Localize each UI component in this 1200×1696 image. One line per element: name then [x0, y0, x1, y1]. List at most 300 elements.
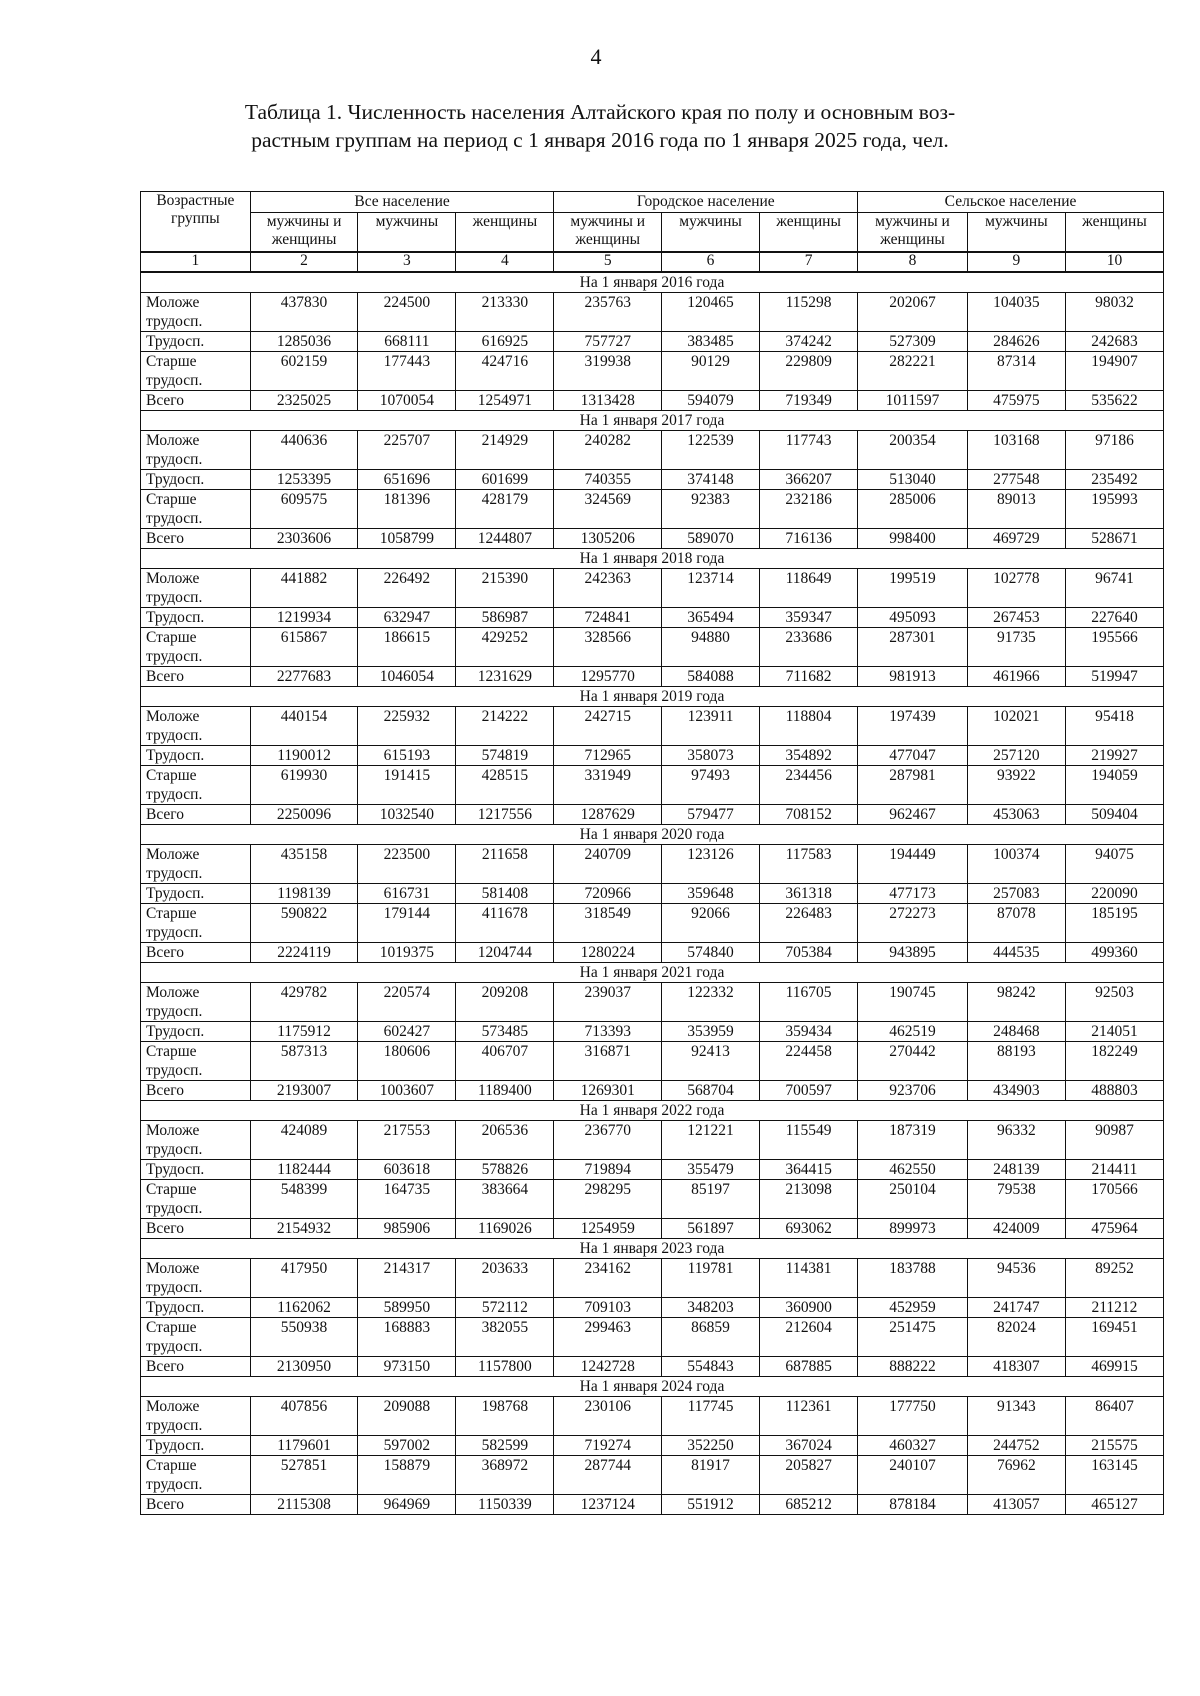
- table-cell: 277548: [967, 470, 1065, 490]
- table-row: [141, 904, 1164, 943]
- row-label: Трудосп.: [141, 1436, 251, 1456]
- table-cell: 220574: [358, 983, 456, 1022]
- row-label: Всего: [141, 529, 251, 549]
- table-cell: 285006: [858, 490, 968, 529]
- table-cell: 374242: [760, 332, 858, 352]
- year-heading: На 1 января 2024 года: [141, 1377, 1164, 1397]
- table-cell: 719894: [554, 1160, 662, 1180]
- table-cell: 164735: [358, 1180, 456, 1219]
- table-cell: 364415: [760, 1160, 858, 1180]
- table-cell: 116705: [760, 983, 858, 1022]
- table-cell: 367024: [760, 1436, 858, 1456]
- page-number: 4: [590, 44, 602, 69]
- table-row: [141, 667, 1164, 687]
- table-cell: 1204744: [456, 943, 554, 963]
- year-heading: На 1 января 2019 года: [141, 687, 1164, 707]
- table-cell: 477173: [858, 884, 968, 904]
- table-cell: 602159: [250, 352, 358, 391]
- table-cell: 96741: [1065, 569, 1163, 608]
- row-label: Моложе трудосп.: [141, 431, 251, 470]
- table-cell: 964969: [358, 1495, 456, 1515]
- table-cell: 1219934: [250, 608, 358, 628]
- table-row: [141, 1042, 1164, 1081]
- table-cell: 217553: [358, 1121, 456, 1160]
- table-row: [141, 1456, 1164, 1495]
- table-cell: 226483: [760, 904, 858, 943]
- table-cell: 477047: [858, 746, 968, 766]
- table-cell: 92503: [1065, 983, 1163, 1022]
- table-cell: 214051: [1065, 1022, 1163, 1042]
- table-cell: 366207: [760, 470, 858, 490]
- table-cell: 236770: [554, 1121, 662, 1160]
- table-cell: 94880: [662, 628, 760, 667]
- table-cell: 195566: [1065, 628, 1163, 667]
- table-cell: 2224119: [250, 943, 358, 963]
- table-cell: 214222: [456, 707, 554, 746]
- table-cell: 242683: [1065, 332, 1163, 352]
- row-label: Всего: [141, 1081, 251, 1101]
- table-row: [141, 332, 1164, 352]
- table-cell: 194907: [1065, 352, 1163, 391]
- table-cell: 219927: [1065, 746, 1163, 766]
- table-cell: 597002: [358, 1436, 456, 1456]
- table-cell: 382055: [456, 1318, 554, 1357]
- table-cell: 1313428: [554, 391, 662, 411]
- table-cell: 1046054: [358, 667, 456, 687]
- table-cell: 981913: [858, 667, 968, 687]
- table-cell: 316871: [554, 1042, 662, 1081]
- table-cell: 365494: [662, 608, 760, 628]
- table-cell: 499360: [1065, 943, 1163, 963]
- header-column-number: 8: [858, 252, 968, 272]
- table-cell: 240107: [858, 1456, 968, 1495]
- table-cell: 202067: [858, 293, 968, 332]
- year-heading: На 1 января 2020 года: [141, 825, 1164, 845]
- table-cell: 589070: [662, 529, 760, 549]
- table-cell: 1150339: [456, 1495, 554, 1515]
- table-cell: 582599: [456, 1436, 554, 1456]
- table-cell: 92066: [662, 904, 760, 943]
- row-label: Всего: [141, 1219, 251, 1239]
- table-cell: 212604: [760, 1318, 858, 1357]
- table-cell: 224500: [358, 293, 456, 332]
- table-cell: 96332: [967, 1121, 1065, 1160]
- table-cell: 962467: [858, 805, 968, 825]
- table-cell: 1189400: [456, 1081, 554, 1101]
- table-cell: 2325025: [250, 391, 358, 411]
- table-cell: 1182444: [250, 1160, 358, 1180]
- table-cell: 115549: [760, 1121, 858, 1160]
- table-cell: 632947: [358, 608, 456, 628]
- year-row: [141, 1101, 1164, 1121]
- table-cell: 200354: [858, 431, 968, 470]
- year-row: [141, 411, 1164, 431]
- table-row: [141, 1121, 1164, 1160]
- table-cell: 223500: [358, 845, 456, 884]
- row-label: Трудосп.: [141, 884, 251, 904]
- row-label: Старше трудосп.: [141, 1042, 251, 1081]
- header-subcolumn: мужчины: [662, 213, 760, 253]
- table-cell: 440636: [250, 431, 358, 470]
- table-cell: 716136: [760, 529, 858, 549]
- table-cell: 240709: [554, 845, 662, 884]
- table-cell: 117745: [662, 1397, 760, 1436]
- row-label: Трудосп.: [141, 746, 251, 766]
- header-all-population: Все население: [250, 192, 554, 213]
- table-cell: 267453: [967, 608, 1065, 628]
- table-cell: 1070054: [358, 391, 456, 411]
- header-subcolumn: мужчины и женщины: [250, 213, 358, 253]
- table-cell: 462519: [858, 1022, 968, 1042]
- table-cell: 1157800: [456, 1357, 554, 1377]
- table-cell: 241747: [967, 1298, 1065, 1318]
- table-cell: 1254959: [554, 1219, 662, 1239]
- table-cell: 251475: [858, 1318, 968, 1357]
- table-cell: 424089: [250, 1121, 358, 1160]
- table-cell: 79538: [967, 1180, 1065, 1219]
- table-cell: 232186: [760, 490, 858, 529]
- table-cell: 616731: [358, 884, 456, 904]
- table-row: [141, 1397, 1164, 1436]
- table-cell: 1285036: [250, 332, 358, 352]
- table-cell: 244752: [967, 1436, 1065, 1456]
- table-cell: 1032540: [358, 805, 456, 825]
- table-cell: 878184: [858, 1495, 968, 1515]
- row-label: Старше трудосп.: [141, 628, 251, 667]
- table-cell: 428179: [456, 490, 554, 529]
- table-row: [141, 1436, 1164, 1456]
- table-cell: 429782: [250, 983, 358, 1022]
- table-cell: 158879: [358, 1456, 456, 1495]
- table-row: [141, 352, 1164, 391]
- table-title-line-1: Таблица 1. Численность населения Алтайского края по полу и основным воз-: [244, 100, 956, 124]
- header-subcolumn: мужчины: [358, 213, 456, 253]
- table-row: [141, 431, 1164, 470]
- table-cell: 195993: [1065, 490, 1163, 529]
- table-cell: 1217556: [456, 805, 554, 825]
- table-cell: 1254971: [456, 391, 554, 411]
- year-heading: На 1 января 2016 года: [141, 272, 1164, 293]
- table-cell: 429252: [456, 628, 554, 667]
- table-cell: 548399: [250, 1180, 358, 1219]
- table-cell: 469915: [1065, 1357, 1163, 1377]
- row-label: Всего: [141, 1495, 251, 1515]
- table-cell: 434903: [967, 1081, 1065, 1101]
- table-cell: 331949: [554, 766, 662, 805]
- table-cell: 211658: [456, 845, 554, 884]
- table-cell: 359347: [760, 608, 858, 628]
- table-cell: 1179601: [250, 1436, 358, 1456]
- table-cell: 185195: [1065, 904, 1163, 943]
- row-label: Всего: [141, 1357, 251, 1377]
- row-label: Старше трудосп.: [141, 1456, 251, 1495]
- table-cell: 619930: [250, 766, 358, 805]
- table-cell: 234456: [760, 766, 858, 805]
- table-cell: 1305206: [554, 529, 662, 549]
- row-label: Моложе трудосп.: [141, 293, 251, 332]
- table-cell: 170566: [1065, 1180, 1163, 1219]
- table-cell: 589950: [358, 1298, 456, 1318]
- table-cell: 214929: [456, 431, 554, 470]
- table-row: [141, 707, 1164, 746]
- table-cell: 272273: [858, 904, 968, 943]
- row-label: Моложе трудосп.: [141, 1259, 251, 1298]
- table-row: [141, 1180, 1164, 1219]
- table-cell: 318549: [554, 904, 662, 943]
- table-cell: 179144: [358, 904, 456, 943]
- table-cell: 424716: [456, 352, 554, 391]
- row-label: Всего: [141, 391, 251, 411]
- table-cell: 616925: [456, 332, 554, 352]
- table-cell: 180606: [358, 1042, 456, 1081]
- table-cell: 1169026: [456, 1219, 554, 1239]
- table-cell: 92383: [662, 490, 760, 529]
- table-cell: 284626: [967, 332, 1065, 352]
- year-heading: На 1 января 2022 года: [141, 1101, 1164, 1121]
- row-label: Трудосп.: [141, 1022, 251, 1042]
- table-cell: 603618: [358, 1160, 456, 1180]
- table-cell: 1175912: [250, 1022, 358, 1042]
- header-column-number: 1: [141, 252, 251, 272]
- table-row: [141, 805, 1164, 825]
- table-cell: 209208: [456, 983, 554, 1022]
- table-cell: 374148: [662, 470, 760, 490]
- table-row: [141, 569, 1164, 608]
- table-cell: 102021: [967, 707, 1065, 746]
- table-cell: 235492: [1065, 470, 1163, 490]
- table-cell: 87314: [967, 352, 1065, 391]
- table-cell: 242715: [554, 707, 662, 746]
- table-cell: 461966: [967, 667, 1065, 687]
- table-cell: 282221: [858, 352, 968, 391]
- table-cell: 123911: [662, 707, 760, 746]
- table-cell: 94075: [1065, 845, 1163, 884]
- year-row: [141, 687, 1164, 707]
- table-cell: 214317: [358, 1259, 456, 1298]
- header-column-number: 9: [967, 252, 1065, 272]
- table-cell: 102778: [967, 569, 1065, 608]
- table-cell: 97493: [662, 766, 760, 805]
- table-cell: 1231629: [456, 667, 554, 687]
- table-cell: 359648: [662, 884, 760, 904]
- table-cell: 98032: [1065, 293, 1163, 332]
- table-cell: 270442: [858, 1042, 968, 1081]
- header-age-groups: Возрастные группы: [141, 192, 251, 253]
- table-cell: 211212: [1065, 1298, 1163, 1318]
- table-cell: 705384: [760, 943, 858, 963]
- table-cell: 724841: [554, 608, 662, 628]
- table-cell: 88193: [967, 1042, 1065, 1081]
- table-cell: 1244807: [456, 529, 554, 549]
- year-heading: На 1 января 2021 года: [141, 963, 1164, 983]
- table-cell: 240282: [554, 431, 662, 470]
- table-cell: 123714: [662, 569, 760, 608]
- table-cell: 579477: [662, 805, 760, 825]
- table-cell: 899973: [858, 1219, 968, 1239]
- table-row: [141, 1259, 1164, 1298]
- table-cell: 233686: [760, 628, 858, 667]
- table-cell: 413057: [967, 1495, 1065, 1515]
- year-row: [141, 1239, 1164, 1259]
- table-cell: 708152: [760, 805, 858, 825]
- table-cell: 693062: [760, 1219, 858, 1239]
- table-cell: 95418: [1065, 707, 1163, 746]
- table-cell: 923706: [858, 1081, 968, 1101]
- header-column-number: 6: [662, 252, 760, 272]
- table-cell: 578826: [456, 1160, 554, 1180]
- table-cell: 98242: [967, 983, 1065, 1022]
- table-cell: 615193: [358, 746, 456, 766]
- table-cell: 720966: [554, 884, 662, 904]
- year-row: [141, 1377, 1164, 1397]
- table-cell: 181396: [358, 490, 456, 529]
- table-cell: 572112: [456, 1298, 554, 1318]
- table-cell: 287981: [858, 766, 968, 805]
- table-cell: 1011597: [858, 391, 968, 411]
- table-cell: 186615: [358, 628, 456, 667]
- table-cell: 115298: [760, 293, 858, 332]
- row-label: Моложе трудосп.: [141, 569, 251, 608]
- table-cell: 568704: [662, 1081, 760, 1101]
- header-subcolumn: мужчины и женщины: [554, 213, 662, 253]
- table-cell: 594079: [662, 391, 760, 411]
- table-cell: 190745: [858, 983, 968, 1022]
- year-heading: На 1 января 2017 года: [141, 411, 1164, 431]
- table-cell: 435158: [250, 845, 358, 884]
- table-cell: 214411: [1065, 1160, 1163, 1180]
- table-cell: 2277683: [250, 667, 358, 687]
- table-row: [141, 293, 1164, 332]
- table-cell: 973150: [358, 1357, 456, 1377]
- table-cell: 199519: [858, 569, 968, 608]
- table-cell: 609575: [250, 490, 358, 529]
- table-cell: 89013: [967, 490, 1065, 529]
- row-label: Моложе трудосп.: [141, 1121, 251, 1160]
- table-cell: 257083: [967, 884, 1065, 904]
- table-cell: 1295770: [554, 667, 662, 687]
- table-cell: 651696: [358, 470, 456, 490]
- table-row: [141, 628, 1164, 667]
- table-cell: 418307: [967, 1357, 1065, 1377]
- table-cell: 177750: [858, 1397, 968, 1436]
- table-cell: 209088: [358, 1397, 456, 1436]
- row-label: Старше трудосп.: [141, 904, 251, 943]
- table-row: [141, 608, 1164, 628]
- header-rural-population: Сельское население: [858, 192, 1164, 213]
- row-label: Старше трудосп.: [141, 352, 251, 391]
- table-cell: 86859: [662, 1318, 760, 1357]
- table-row: [141, 391, 1164, 411]
- row-label: Моложе трудосп.: [141, 1397, 251, 1436]
- table-row: [141, 1495, 1164, 1515]
- table-cell: 163145: [1065, 1456, 1163, 1495]
- table-cell: 117583: [760, 845, 858, 884]
- table-cell: 1058799: [358, 529, 456, 549]
- table-cell: 1198139: [250, 884, 358, 904]
- table-cell: 205827: [760, 1456, 858, 1495]
- table-cell: 348203: [662, 1298, 760, 1318]
- table-row: [141, 746, 1164, 766]
- year-heading: На 1 января 2023 года: [141, 1239, 1164, 1259]
- table-cell: 120465: [662, 293, 760, 332]
- row-label: Старше трудосп.: [141, 1180, 251, 1219]
- table-cell: 428515: [456, 766, 554, 805]
- table-cell: 581408: [456, 884, 554, 904]
- table-cell: 187319: [858, 1121, 968, 1160]
- table-row: [141, 766, 1164, 805]
- table-cell: 121221: [662, 1121, 760, 1160]
- row-label: Моложе трудосп.: [141, 845, 251, 884]
- table-cell: 1019375: [358, 943, 456, 963]
- table-row: [141, 490, 1164, 529]
- table-cell: 191415: [358, 766, 456, 805]
- table-cell: 417950: [250, 1259, 358, 1298]
- table-cell: 1269301: [554, 1081, 662, 1101]
- table-cell: 2154932: [250, 1219, 358, 1239]
- table-cell: 119781: [662, 1259, 760, 1298]
- table-cell: 94536: [967, 1259, 1065, 1298]
- table-cell: 229809: [760, 352, 858, 391]
- table-cell: 475964: [1065, 1219, 1163, 1239]
- table-cell: 719274: [554, 1436, 662, 1456]
- table-cell: 687885: [760, 1357, 858, 1377]
- table-cell: 183788: [858, 1259, 968, 1298]
- header-subcolumn: женщины: [1065, 213, 1163, 253]
- table-cell: 535622: [1065, 391, 1163, 411]
- header-subcolumn: женщины: [456, 213, 554, 253]
- table-cell: 1280224: [554, 943, 662, 963]
- table-cell: 700597: [760, 1081, 858, 1101]
- row-label: Старше трудосп.: [141, 766, 251, 805]
- table-cell: 1190012: [250, 746, 358, 766]
- year-heading: На 1 января 2018 года: [141, 549, 1164, 569]
- table-cell: 85197: [662, 1180, 760, 1219]
- row-label: Трудосп.: [141, 1298, 251, 1318]
- table-cell: 194449: [858, 845, 968, 884]
- table-cell: 359434: [760, 1022, 858, 1042]
- table-cell: 719349: [760, 391, 858, 411]
- table-cell: 601699: [456, 470, 554, 490]
- table-cell: 1287629: [554, 805, 662, 825]
- table-cell: 460327: [858, 1436, 968, 1456]
- table-cell: 215575: [1065, 1436, 1163, 1456]
- table-cell: 668111: [358, 332, 456, 352]
- table-row: [141, 884, 1164, 904]
- table-cell: 353959: [662, 1022, 760, 1042]
- table-cell: 574840: [662, 943, 760, 963]
- table-cell: 358073: [662, 746, 760, 766]
- table-cell: 495093: [858, 608, 968, 628]
- table-row: [141, 470, 1164, 490]
- table-cell: 117743: [760, 431, 858, 470]
- table-cell: 561897: [662, 1219, 760, 1239]
- table-cell: 213098: [760, 1180, 858, 1219]
- table-title-line-2: растным группам на период с 1 января 2016 года по 1 января 2025 года, чел.: [251, 128, 949, 152]
- table-cell: 225932: [358, 707, 456, 746]
- table-cell: 2303606: [250, 529, 358, 549]
- header-column-number: 5: [554, 252, 662, 272]
- table-cell: 213330: [456, 293, 554, 332]
- table-cell: 411678: [456, 904, 554, 943]
- table-cell: 234162: [554, 1259, 662, 1298]
- table-cell: 91735: [967, 628, 1065, 667]
- table-cell: 407856: [250, 1397, 358, 1436]
- header-subcolumn: мужчины и женщины: [858, 213, 968, 253]
- table-cell: 462550: [858, 1160, 968, 1180]
- table-cell: 586987: [456, 608, 554, 628]
- row-label: Трудосп.: [141, 608, 251, 628]
- row-label: Всего: [141, 805, 251, 825]
